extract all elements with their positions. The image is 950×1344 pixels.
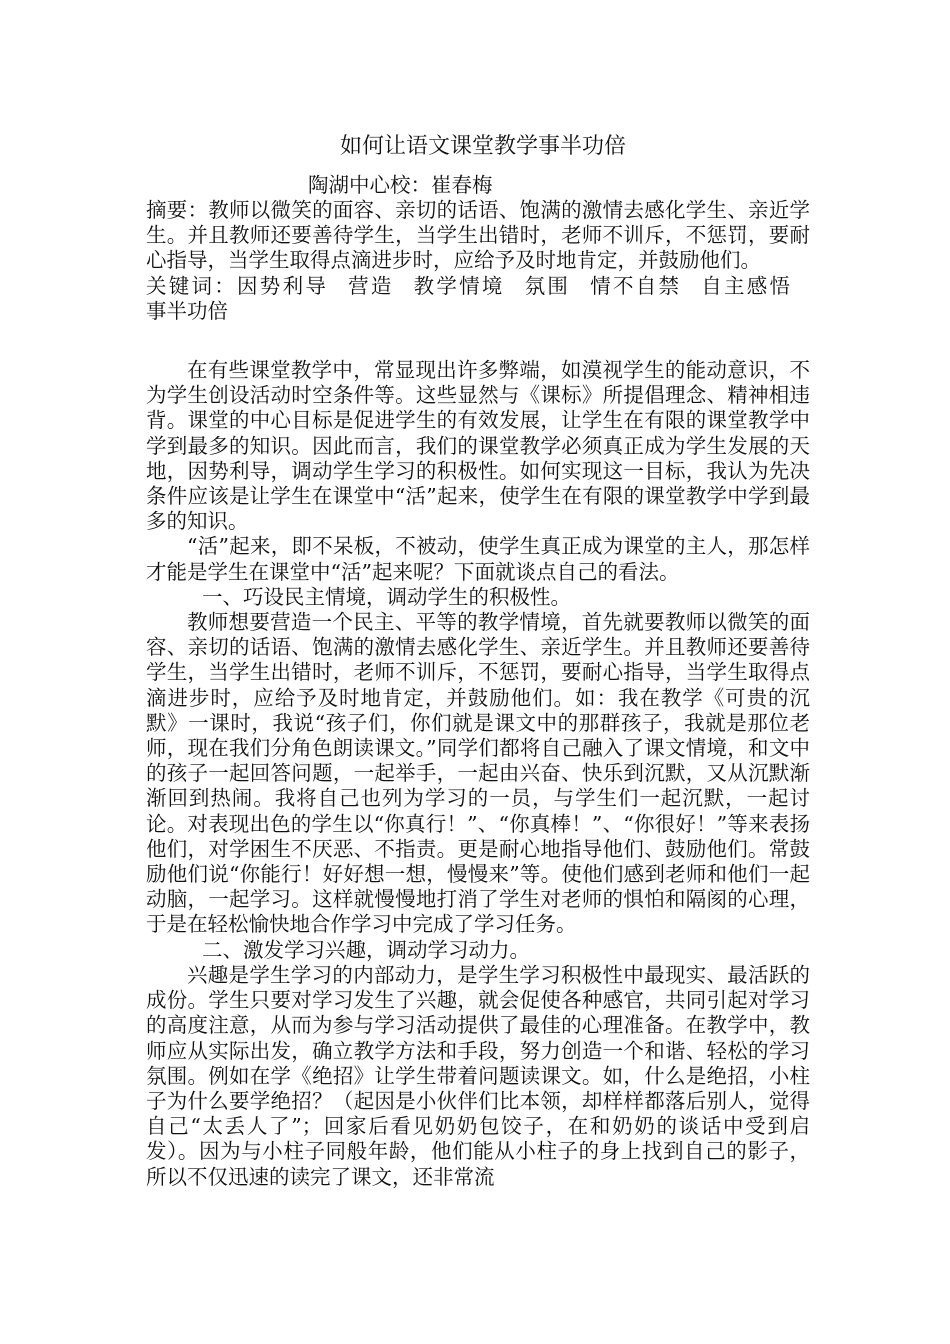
abstract-label: 摘要： xyxy=(146,198,209,222)
abstract xyxy=(146,198,810,274)
keywords-label: 关键词： xyxy=(146,273,238,298)
keyword: 事半功倍 xyxy=(146,298,228,323)
intro-paragraph: “活”起来，即不呆板，不被动，使学生真正成为课堂的主人，那怎样才能是学生在课堂中“活”起来呢？下面就谈点自己的看法。 xyxy=(146,534,810,584)
document-page xyxy=(146,132,810,1190)
document-title: 如何让语文课堂教学事半功倍 xyxy=(339,134,626,159)
abstract-text: 教师以微笑的面容、亲切的话语、饱满的激情去感化学生、亲近学生。并且教师还要善待学生，当学生出错时，老师不训斥，不惩罚，要耐心指导，当学生取得点滴进步时，应给予及时地肯定，并鼓励他们。 xyxy=(146,198,811,273)
body-paragraph: 教师想要营造一个民主、平等的教学情境，首先就要教师以微笑的面容、亲切的话语、饱满的激情去感化学生、亲近学生。并且教师还要善待学生，当学生出错时，老师不训斥，不惩罚，要耐心指导，当学生取得点滴进步时，应给予及时地肯定，并鼓励他们。如：我在教学《可贵的沉默》一课时，我说“孩子们，你们就是课文中的那群孩子，我就是那位老师，现在我们分角色朗读课文。”同学们都将自己融入了课文情境，和文中的孩子一起回答问题，一起举手，一起由兴奋、快乐到沉默，又从沉默渐渐回到热闹。我将自己也列为学习的一员，与学生们一起沉默，一起讨论。对表现出色的学生以“你真行！”、“你真棒！”、“你很好！”等来表扬他们，对学困生不厌恶、不指责。更是耐心地指导他们、鼓励他们。常鼓励他们说“你能行！好好想一想，慢慢来”等。使他们感到老师和他们一起动脑，一起学习。这样就慢慢地打消了学生对老师的惧怕和隔阂的心理，于是在轻松愉快地合作学习中完成了学习任务。 xyxy=(146,610,810,937)
keyword: 因势利导 xyxy=(237,273,329,298)
body-paragraph: 兴趣是学生学习的内部动力，是学生学习积极性中最现实、最活跃的成份。学生只要对学习发生了兴趣，就会促使各种感官，共同引起对学习的高度注意，从而为参与学习活动提供了最佳的心理准备。在教学中，教师应从实际出发，确立教学方法和手段，努力创造一个和谐、轻松的学习氛围。例如在学《绝招》让学生带着问题读课文。如，什么是绝招，小柱子为什么要学绝招？（起因是小伙伴们比本领，却样样都落后别人，觉得自己“太丢人了”；回家后看见奶奶包饺子，在和奶奶的谈话中受到启发）。因为与小柱子同般年龄，他们能从小柱子的身上找到自己的影子，所以不仅迅速的读完了课文，还非常流 xyxy=(146,962,810,1189)
keyword: 氛围 xyxy=(524,273,571,298)
section-heading: 一、巧设民主情境，调动学生的积极性。 xyxy=(202,584,571,609)
blank-line xyxy=(146,324,810,358)
keyword: 情不自禁 xyxy=(590,273,682,298)
keyword: 自主感悟 xyxy=(701,273,791,298)
keywords xyxy=(146,274,810,324)
section-heading: 二、激发学习兴趣，调动学习动力。 xyxy=(202,937,530,962)
keyword: 营造 xyxy=(348,273,394,298)
keyword: 教学情境 xyxy=(413,273,505,298)
author-line: 陶湖中心校：崔春梅 xyxy=(308,173,493,197)
intro-paragraph: 在有些课堂教学中，常显现出许多弊端，如漠视学生的能动意识，不为学生创设活动时空条件等。这些显然与《课标》所提倡理念、精神相违背。课堂的中心目标是促进学生的有效发展，让学生在有限的课堂教学中学到最多的知识。因此而言，我们的课堂教学必须真正成为学生发展的天地，因势利导，调动学生学习的积极性。如何实现这一目标，我认为先决条件应该是让学生在课堂中“活”起来，使学生在有限的课堂教学中学到最多的知识。 xyxy=(146,358,810,534)
